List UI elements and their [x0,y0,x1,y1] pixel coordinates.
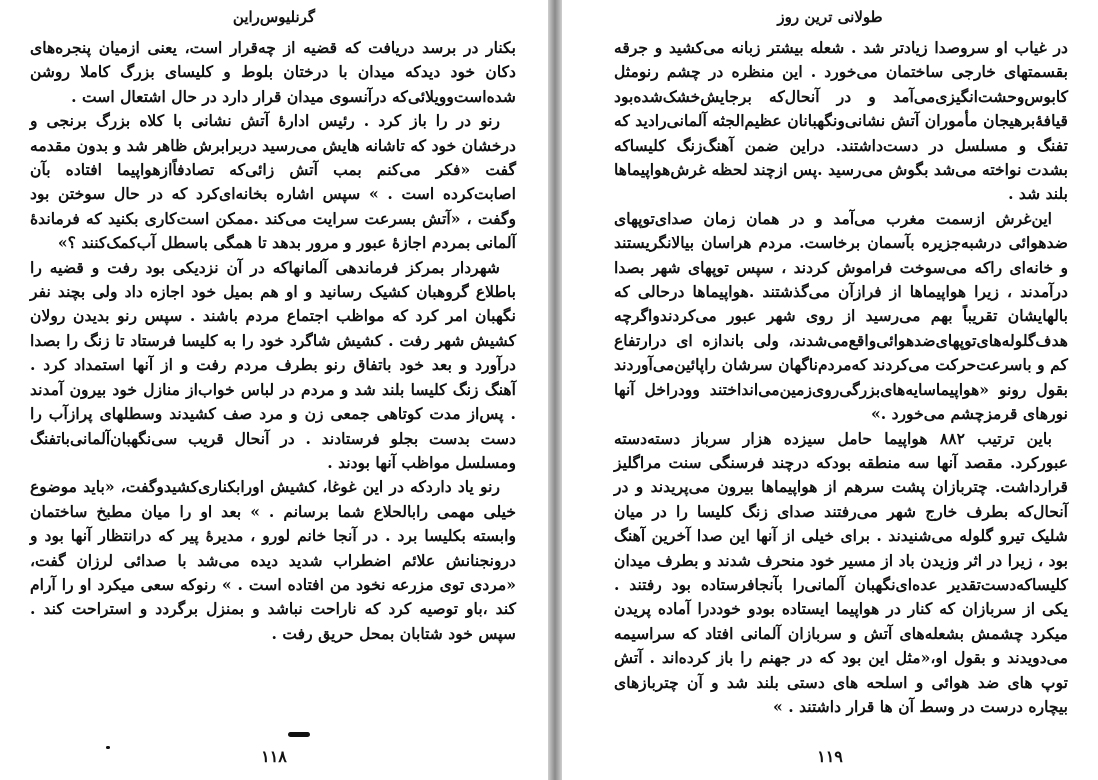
body-text [30,36,516,646]
running-head: طولانی ترین روز [777,8,883,26]
running-head: گرنلیوس‌راین [232,8,316,26]
left-page [0,0,548,780]
paragraph: رنو در را باز کرد . رئیس ادارهٔ آتش نشانی با کلاه بزرگ برنجی و درخشان خود که تاشانه هایش می‌رسید دربرابرش ظاهر شد و بدون مقدمه گفت «فکر می‌کنم بمب آتش زائی‌که تصادفاًازهواپیما افتاده بآن اصابت‌کرده است . » سپس اشاره بخانه‌ای‌کرد که در حال سوختن بود وگفت ، «آتش بسرعت سرایت می‌کند .ممکن است‌کاری بکنید که فرماندهٔ آلمانی بمردم اجازهٔ عبور و مرور بدهد تا همگی باسطل آب‌کمک‌کنند ؟» [30,111,516,253]
paragraph: بکنار در برسد دریافت که قضیه از چه‌قرار است، یعنی ازمیان پنجره‌های دکان خود دیدکه میدان با درختان بلوط و کلیسای بزرگ کاملا روشن شده‌است‌وویلائی‌که درآنسوی میدان قرار دارد در حال اشتعال است . [30,38,516,106]
page-number: ۱۱۸ [261,747,287,766]
paragraph: در غیاب او سروصدا زیادتر شد . شعله بیشتر زبانه می‌کشید و جرقه بقسمتهای خارجی ساختمان می‌خورد . این منظره در چشم رنومثل کابوس‌وحشت‌انگیزی‌می‌آمد و در آنحال‌که برجایش‌خشک‌شده‌بود قیافهٔ‌برهیجان مأموران آتش نشانی‌ونگهبانان عظیم‌الجثه آلمانی‌رادید که تفنگ و مسلسل در دست‌داشتند. دراین ضمن آهنگ‌زنگ کلیسا‌که بشدت نواخته می‌شد بگوش می‌رسید .پس ازچند لحظه غرش‌هواپیماها بلند شد . [614,38,1068,204]
right-page [562,0,1098,780]
paragraph: باین ترتیب ۸۸۲ هواپیما حامل سیزده هزار سرباز دسته‌دسته عبورکرد. مقصد آنها سه منطقه بودکه درچند فرسنگی سنت مراگلیز قرارداشت. چتربازان پشت سرهم از هواپیماها بیرون می‌پریدند و در آنحال‌که بطرف خارج شهر می‌رفتند صدای زنگ کلیسا را در میان شلیک تیرو گلوله می‌شنیدند . برای خیلی از آنها این صدا آخرین آهنگ بود ، زیرا در اثر وزیدن باد از مسیر خود منحرف شدند و بطرف میدان کلیساکه‌دست‌تقدیر عده‌ای‌نگهبان آلمانی‌را بآنجافرستاده بود رفتند . یکی از سربازان که کنار در هواپیما ایستاده بودو خوددرا آماده پریدن میکرد چشمش بشعله‌های آتش و سربازان آلمانی افتاد که سراسیمه می‌دویدند و بقول او،«مثل این بود که در جهنم را باز کرده‌اند . آتش توپ های ضد هوائی و اسلحه های دستی بلند شد و آن چتربازهای بیچاره درست در وسط آن ها قرار داشتند . » [614,428,1068,716]
body-text [614,36,1068,719]
page-number: ۱۱۹ [817,747,843,766]
ink-smudge [288,732,310,737]
paragraph: شهردار بمرکز فرماندهی آلمانهاکه در آن نزدیکی بود رفت و قضیه را باطلاع گروهبان کشیک رسانید و او هم بمیل خود اجازه داد ولی بچند نفر نگهبان امر کرد که مواظب اجتماع مردم باشند . سپس رنو بدیدن رولان کشیش شهر رفت . کشیش شاگرد خود را به کلیسا فرستاد تا زنگ را بصدا درآورد و بعد خود باتفاق رنو بطرف مردم رفت و از آنها استمداد کرد . آهنگ زنگ کلیسا بلند شد و مردم در لباس خواب‌از منازل خود بیرون آمدند . پس‌از مدت کوتاهی جمعی زن و مرد صف کشیدند وسطلهای پراز‌آب را دست بدست بجلو فرستادند . در آنحال قریب سی‌نگهبان‌آلمانی‌باتفنگ ومسلسل مواظب آنها بودند . [30,257,516,472]
paragraph: این‌غرش ازسمت مغرب می‌آمد و در همان زمان صدای‌توپهای ضدهوائی درشبه‌جزیره بآسمان برخاست. مردم هراسان بیالانگریستند و خانه‌ای راکه می‌سوخت فراموش کردند ، سپس توپهای شهر بصدا درآمدند ، زیرا هواپیماها از فرازآن می‌گذشتند .هواپیماها درحالی که بالهایشان تقریباً بهم می‌رسید از روی شهر عبور می‌کردندواگرچه هدف‌گلوله‌های‌توپهای‌ضدهوائی‌واقع‌می‌شدند، ولی باندازه ای درارتفاع کم و باسرعت‌حرکت می‌کردند که‌مردم‌ناگهان سرشان راپائین‌می‌آوردند بقول رونو «هواپیماسایه‌های‌بزرگی‌روی‌زمین‌می‌انداختند وودراخل آنها نورهای قرمزچشم می‌خورد .» [614,208,1068,424]
book-gutter [548,0,562,780]
paragraph: رنو یاد داردکه در این غوغا، کشیش اورابکناری‌کشیدوگفت، «باید موضوع خیلی مهمی رابالحلاع شما برسانم . » بعد او را میان مطبخ ساختمان وابسته بکلیسا برد . در آنجا خانم لورو ، مدیرهٔ پیر که درانتظار آنها بود و درونجنانش علائم اضطراب شدید دیده می‌شد با صدائی لرزان گفت، «مردی توی مزرعه نخود من افتاده است . » رنوکه سعی میکرد او را آرام کند ،باو توصیه کرد که ناراحت نباشد و بمنزل برگردد و استراحت کند . سپس خود شتابان بمحل حریق رفت . [30,477,516,643]
